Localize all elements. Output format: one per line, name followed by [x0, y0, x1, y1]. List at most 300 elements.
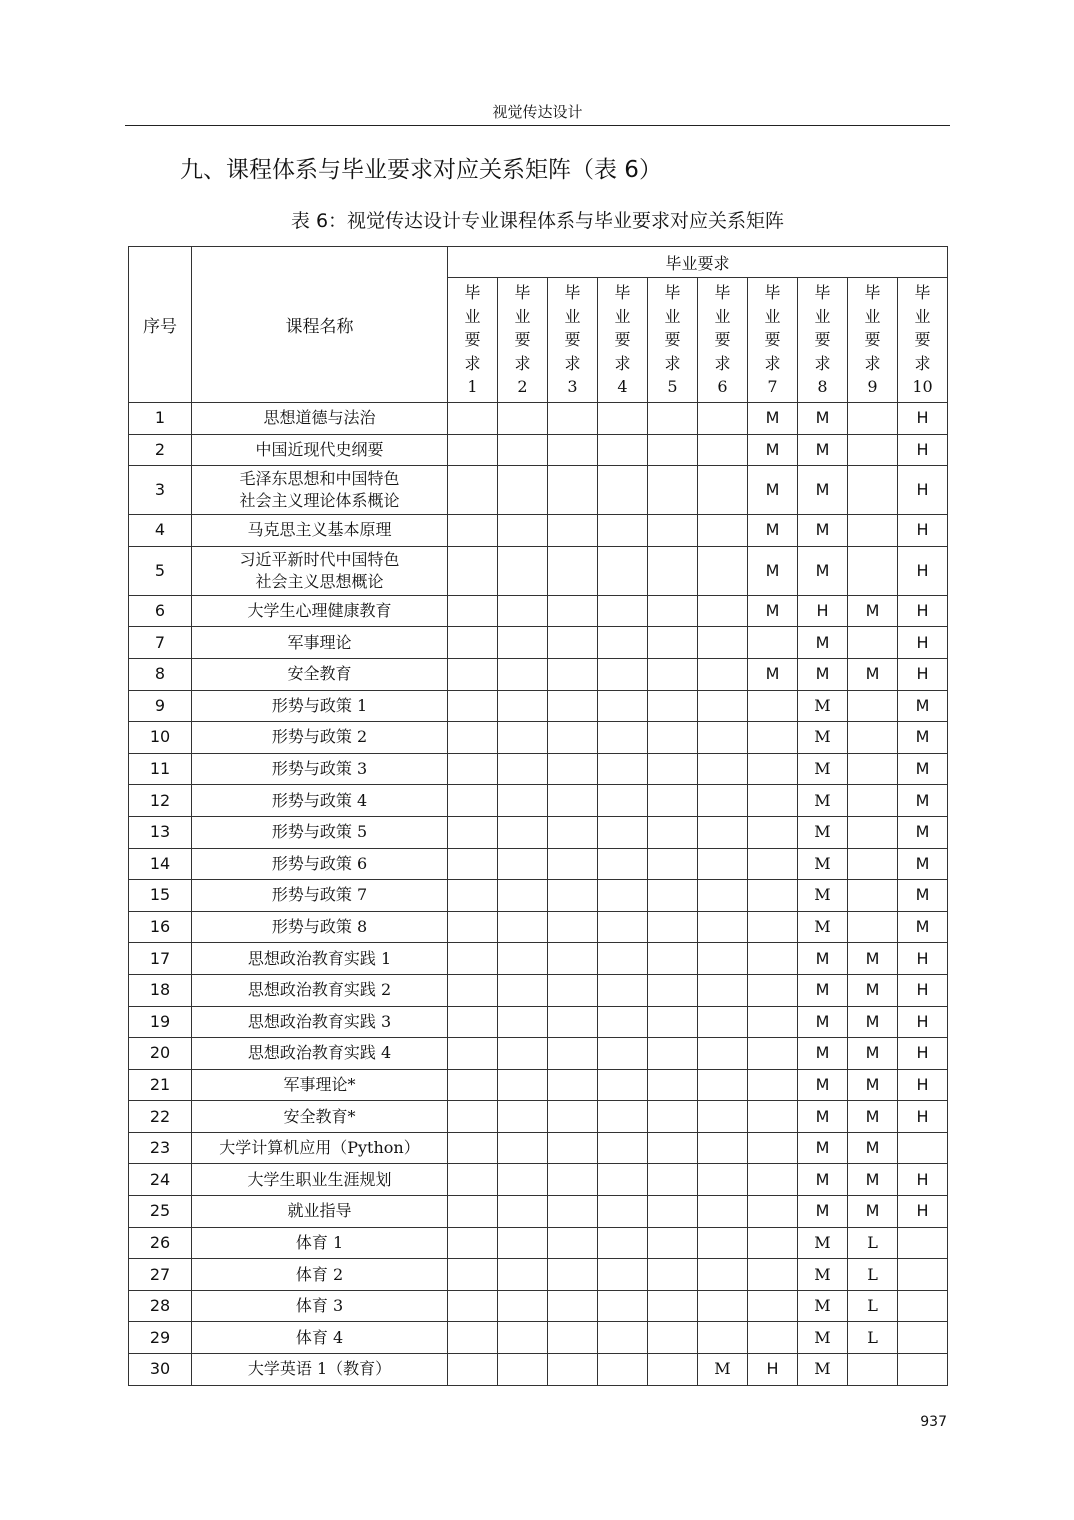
requirement-8-cell: M — [798, 1038, 848, 1070]
row-seq: 8 — [129, 658, 192, 690]
requirement-3-cell — [548, 1038, 598, 1070]
row-course-name — [192, 466, 448, 515]
requirement-10-cell: H — [898, 466, 948, 515]
requirement-10-cell: H — [898, 1164, 948, 1196]
header-char: 求 — [664, 353, 681, 373]
requirement-3-cell — [548, 1132, 598, 1164]
course-name-line: 形势与政策 2 — [271, 727, 368, 747]
row-seq: 28 — [129, 1290, 192, 1322]
requirement-9-cell — [848, 848, 898, 880]
course-name-line: 形势与政策 8 — [271, 917, 368, 937]
requirement-7-cell — [748, 1069, 798, 1101]
row-course-name — [192, 880, 448, 912]
header-rule — [125, 125, 950, 126]
requirement-9-cell — [848, 466, 898, 515]
requirement-3-cell — [548, 785, 598, 817]
requirement-10-cell: H — [898, 627, 948, 659]
header-char: 求 — [864, 353, 881, 373]
row-course-name — [192, 1322, 448, 1354]
row-course-name — [192, 595, 448, 627]
requirement-7-cell — [748, 1259, 798, 1291]
course-name-line: 军事理论* — [283, 1074, 356, 1094]
requirement-7-cell: M — [748, 546, 798, 595]
running-header: 视觉传达设计 — [492, 103, 583, 121]
requirement-3-cell — [548, 1227, 598, 1259]
header-char: 业 — [814, 306, 831, 326]
requirement-2-cell — [498, 546, 548, 595]
requirement-9-cell: L — [848, 1322, 898, 1354]
header-char: 业 — [864, 306, 881, 326]
requirement-9-cell — [848, 1354, 898, 1386]
header-char: 要 — [764, 330, 781, 350]
requirement-4-cell — [598, 1227, 648, 1259]
header-char: 要 — [664, 330, 681, 350]
requirement-9-cell: M — [848, 1196, 898, 1228]
row-seq: 2 — [129, 434, 192, 466]
header-char: 要 — [814, 330, 831, 350]
row-seq: 24 — [129, 1164, 192, 1196]
requirement-4-cell — [598, 816, 648, 848]
requirement-3-cell — [548, 911, 598, 943]
row-course-name — [192, 627, 448, 659]
header-course-name: 课程名称 — [192, 247, 448, 403]
requirement-6-cell — [698, 880, 748, 912]
requirement-2-cell — [498, 690, 548, 722]
requirement-3-cell — [548, 974, 598, 1006]
section-title: 九、课程体系与毕业要求对应关系矩阵（表 6） — [180, 157, 662, 183]
requirement-8-cell: M — [798, 1354, 848, 1386]
requirement-3-cell — [548, 1354, 598, 1386]
requirement-5-cell — [648, 1164, 698, 1196]
requirement-1-cell — [448, 1006, 498, 1038]
header-char: 求 — [564, 353, 581, 373]
header-char: 毕 — [714, 283, 731, 303]
requirement-5-cell — [648, 1227, 698, 1259]
row-seq: 26 — [129, 1227, 192, 1259]
requirement-4-cell — [598, 1322, 648, 1354]
requirement-5-cell — [648, 1259, 698, 1291]
requirement-9-cell — [848, 546, 898, 595]
requirement-6-cell — [698, 848, 748, 880]
requirement-3-cell — [548, 515, 598, 547]
requirement-3-cell — [548, 1069, 598, 1101]
requirement-6-cell — [698, 1259, 748, 1291]
row-course-name — [192, 1227, 448, 1259]
requirement-7-cell — [748, 753, 798, 785]
requirement-2-cell — [498, 1259, 548, 1291]
requirement-2-cell — [498, 1164, 548, 1196]
header-char: 6 — [717, 377, 728, 397]
requirement-8-cell: M — [798, 434, 848, 466]
requirement-7-cell — [748, 1196, 798, 1228]
header-char: 3 — [567, 377, 578, 397]
requirement-2-cell — [498, 1038, 548, 1070]
requirement-9-cell — [848, 753, 898, 785]
requirement-10-cell: H — [898, 658, 948, 690]
requirement-3-cell — [548, 627, 598, 659]
header-char: 9 — [867, 377, 878, 397]
course-name-line: 中国近现代史纲要 — [255, 439, 384, 459]
table-row — [129, 546, 948, 595]
requirement-8-cell: M — [798, 690, 848, 722]
requirement-1-cell — [448, 722, 498, 754]
requirement-3-cell — [548, 1164, 598, 1196]
row-course-name — [192, 785, 448, 817]
row-seq: 6 — [129, 595, 192, 627]
requirement-6-cell — [698, 403, 748, 435]
requirement-10-cell: H — [898, 546, 948, 595]
table-row — [129, 1227, 948, 1259]
requirement-5-cell — [648, 1196, 698, 1228]
requirement-7-cell: M — [748, 658, 798, 690]
header-char: 毕 — [614, 283, 631, 303]
requirement-4-cell — [598, 515, 648, 547]
requirement-5-cell — [648, 974, 698, 1006]
requirement-6-cell — [698, 434, 748, 466]
requirement-4-cell — [598, 753, 648, 785]
header-requirement-3 — [548, 278, 598, 403]
requirement-5-cell — [648, 1132, 698, 1164]
requirement-7-cell — [748, 911, 798, 943]
table-row — [129, 1354, 948, 1386]
row-seq: 16 — [129, 911, 192, 943]
table-row — [129, 515, 948, 547]
course-name-line: 习近平新时代中国特色 — [239, 549, 400, 569]
requirement-8-cell: M — [798, 816, 848, 848]
requirement-3-cell — [548, 658, 598, 690]
requirement-2-cell — [498, 1290, 548, 1322]
requirement-4-cell — [598, 546, 648, 595]
requirement-2-cell — [498, 1132, 548, 1164]
requirement-7-cell: M — [748, 515, 798, 547]
header-char: 业 — [464, 306, 481, 326]
requirement-7-cell — [748, 627, 798, 659]
requirement-8-cell: M — [798, 848, 848, 880]
requirement-4-cell — [598, 1354, 648, 1386]
requirement-2-cell — [498, 1006, 548, 1038]
requirement-7-cell — [748, 690, 798, 722]
row-course-name — [192, 1101, 448, 1133]
table-row — [129, 816, 948, 848]
requirement-10-cell — [898, 1132, 948, 1164]
requirement-4-cell — [598, 1290, 648, 1322]
requirement-2-cell — [498, 816, 548, 848]
requirement-6-cell — [698, 753, 748, 785]
course-name-line: 大学计算机应用（Python） — [219, 1138, 420, 1158]
course-name-line: 形势与政策 7 — [271, 885, 368, 905]
requirement-5-cell — [648, 880, 698, 912]
requirement-2-cell — [498, 658, 548, 690]
requirement-5-cell — [648, 1290, 698, 1322]
table-row — [129, 1196, 948, 1228]
requirement-6-cell — [698, 1101, 748, 1133]
requirement-1-cell — [448, 816, 498, 848]
requirement-2-cell — [498, 403, 548, 435]
requirement-8-cell: M — [798, 546, 848, 595]
header-char: 要 — [564, 330, 581, 350]
requirement-10-cell: H — [898, 434, 948, 466]
requirement-1-cell — [448, 880, 498, 912]
course-name-line: 形势与政策 5 — [271, 822, 368, 842]
course-name-line: 思想道德与法治 — [263, 408, 376, 428]
requirement-7-cell — [748, 816, 798, 848]
course-name-line: 形势与政策 1 — [271, 695, 368, 715]
requirement-3-cell — [548, 1006, 598, 1038]
course-name-line: 社会主义理论体系概论 — [239, 491, 400, 511]
requirement-1-cell — [448, 627, 498, 659]
header-char: 业 — [914, 306, 931, 326]
row-seq: 25 — [129, 1196, 192, 1228]
requirement-9-cell — [848, 880, 898, 912]
header-char: 毕 — [814, 283, 831, 303]
requirement-2-cell — [498, 974, 548, 1006]
course-name-line: 安全教育 — [287, 664, 352, 684]
requirement-9-cell: M — [848, 595, 898, 627]
requirement-2-cell — [498, 515, 548, 547]
header-char: 8 — [817, 377, 828, 397]
requirement-7-cell — [748, 1290, 798, 1322]
row-seq: 20 — [129, 1038, 192, 1070]
header-char: 求 — [914, 353, 931, 373]
requirement-2-cell — [498, 785, 548, 817]
requirement-10-cell: H — [898, 1069, 948, 1101]
requirement-4-cell — [598, 627, 648, 659]
table-row — [129, 943, 948, 975]
requirement-6-cell — [698, 1069, 748, 1101]
header-char: 业 — [714, 306, 731, 326]
requirement-9-cell: M — [848, 974, 898, 1006]
requirement-7-cell: M — [748, 434, 798, 466]
requirement-4-cell — [598, 466, 648, 515]
requirement-2-cell — [498, 943, 548, 975]
table-row — [129, 1259, 948, 1291]
requirement-10-cell: M — [898, 722, 948, 754]
header-char: 2 — [517, 377, 528, 397]
row-seq: 13 — [129, 816, 192, 848]
requirement-4-cell — [598, 1038, 648, 1070]
row-course-name — [192, 1006, 448, 1038]
header-char: 求 — [714, 353, 731, 373]
course-name-line: 体育 1 — [295, 1232, 344, 1252]
table-row — [129, 627, 948, 659]
requirement-10-cell: M — [898, 690, 948, 722]
requirement-1-cell — [448, 434, 498, 466]
header-char: 要 — [714, 330, 731, 350]
requirement-8-cell: M — [798, 403, 848, 435]
requirement-10-cell: H — [898, 515, 948, 547]
row-course-name — [192, 1196, 448, 1228]
requirement-5-cell — [648, 722, 698, 754]
requirement-9-cell: M — [848, 1164, 898, 1196]
requirement-10-cell — [898, 1259, 948, 1291]
requirement-10-cell: M — [898, 880, 948, 912]
course-name-line: 形势与政策 3 — [271, 759, 368, 779]
table-row — [129, 1164, 948, 1196]
header-requirement-8 — [798, 278, 848, 403]
row-course-name — [192, 816, 448, 848]
header-requirement-10 — [898, 278, 948, 403]
row-seq: 29 — [129, 1322, 192, 1354]
requirement-2-cell — [498, 722, 548, 754]
row-course-name — [192, 722, 448, 754]
requirement-10-cell: H — [898, 403, 948, 435]
requirement-7-cell — [748, 1227, 798, 1259]
row-course-name — [192, 1354, 448, 1386]
requirement-7-cell: M — [748, 466, 798, 515]
requirement-8-cell: M — [798, 466, 848, 515]
header-char: 业 — [664, 306, 681, 326]
header-char: 求 — [514, 353, 531, 373]
row-course-name — [192, 403, 448, 435]
requirement-6-cell — [698, 627, 748, 659]
requirement-2-cell — [498, 848, 548, 880]
requirement-8-cell: M — [798, 753, 848, 785]
requirement-9-cell: L — [848, 1227, 898, 1259]
requirement-5-cell — [648, 515, 698, 547]
row-seq: 23 — [129, 1132, 192, 1164]
requirement-10-cell: M — [898, 848, 948, 880]
requirement-1-cell — [448, 1069, 498, 1101]
course-name-line: 马克思主义基本原理 — [247, 520, 392, 540]
requirement-5-cell — [648, 911, 698, 943]
requirement-7-cell — [748, 722, 798, 754]
requirement-1-cell — [448, 785, 498, 817]
requirement-7-cell — [748, 1101, 798, 1133]
requirement-8-cell: M — [798, 1259, 848, 1291]
requirement-8-cell: M — [798, 974, 848, 1006]
header-char: 毕 — [914, 283, 931, 303]
requirement-2-cell — [498, 1196, 548, 1228]
requirement-4-cell — [598, 848, 648, 880]
requirement-5-cell — [648, 1038, 698, 1070]
header-char: 毕 — [664, 283, 681, 303]
requirement-8-cell: M — [798, 911, 848, 943]
requirement-1-cell — [448, 658, 498, 690]
row-course-name — [192, 515, 448, 547]
requirement-4-cell — [598, 1006, 648, 1038]
requirement-4-cell — [598, 1259, 648, 1291]
requirement-6-cell — [698, 1038, 748, 1070]
requirement-1-cell — [448, 911, 498, 943]
requirement-4-cell — [598, 690, 648, 722]
requirement-9-cell: M — [848, 1132, 898, 1164]
requirement-1-cell — [448, 1101, 498, 1133]
requirement-3-cell — [548, 466, 598, 515]
requirement-9-cell — [848, 785, 898, 817]
row-course-name — [192, 434, 448, 466]
requirement-10-cell: M — [898, 816, 948, 848]
requirement-6-cell — [698, 515, 748, 547]
requirement-9-cell — [848, 627, 898, 659]
requirement-5-cell — [648, 434, 698, 466]
requirement-9-cell: L — [848, 1290, 898, 1322]
requirement-7-cell: M — [748, 595, 798, 627]
requirement-6-cell — [698, 1132, 748, 1164]
header-requirement-7 — [748, 278, 798, 403]
row-seq: 12 — [129, 785, 192, 817]
requirement-2-cell — [498, 595, 548, 627]
row-seq: 18 — [129, 974, 192, 1006]
requirement-9-cell: L — [848, 1259, 898, 1291]
row-course-name — [192, 943, 448, 975]
requirement-5-cell — [648, 403, 698, 435]
table-row — [129, 974, 948, 1006]
table-row — [129, 595, 948, 627]
requirement-1-cell — [448, 1322, 498, 1354]
row-seq: 15 — [129, 880, 192, 912]
row-seq: 14 — [129, 848, 192, 880]
requirement-7-cell — [748, 785, 798, 817]
requirement-9-cell: M — [848, 658, 898, 690]
requirement-4-cell — [598, 943, 648, 975]
table-caption: 表 6：视觉传达设计专业课程体系与毕业要求对应关系矩阵 — [290, 210, 785, 232]
requirement-9-cell: M — [848, 1069, 898, 1101]
requirement-1-cell — [448, 1354, 498, 1386]
header-char: 业 — [514, 306, 531, 326]
requirement-9-cell — [848, 690, 898, 722]
requirement-8-cell: M — [798, 1069, 848, 1101]
row-course-name — [192, 1259, 448, 1291]
requirement-2-cell — [498, 880, 548, 912]
requirement-10-cell: H — [898, 1006, 948, 1038]
table-row — [129, 1069, 948, 1101]
requirement-3-cell — [548, 690, 598, 722]
requirement-7-cell: M — [748, 403, 798, 435]
requirement-7-cell — [748, 848, 798, 880]
requirement-5-cell — [648, 1354, 698, 1386]
requirement-8-cell: M — [798, 880, 848, 912]
row-seq: 30 — [129, 1354, 192, 1386]
requirement-5-cell — [648, 1006, 698, 1038]
header-char: 7 — [767, 377, 778, 397]
requirement-8-cell: M — [798, 627, 848, 659]
requirement-8-cell: M — [798, 722, 848, 754]
row-course-name — [192, 546, 448, 595]
course-name-line: 大学生职业生涯规划 — [247, 1169, 392, 1189]
row-seq: 1 — [129, 403, 192, 435]
requirement-7-cell — [748, 1038, 798, 1070]
course-name-line: 体育 2 — [295, 1264, 344, 1284]
header-requirements-group: 毕业要求 — [448, 247, 948, 278]
header-char: 毕 — [464, 283, 481, 303]
requirement-1-cell — [448, 403, 498, 435]
requirement-6-cell — [698, 1164, 748, 1196]
course-name-line: 军事理论 — [287, 632, 352, 652]
row-seq: 11 — [129, 753, 192, 785]
requirement-7-cell — [748, 943, 798, 975]
row-seq: 4 — [129, 515, 192, 547]
requirement-1-cell — [448, 690, 498, 722]
requirement-7-cell — [748, 880, 798, 912]
requirement-5-cell — [648, 753, 698, 785]
course-name-line: 体育 3 — [295, 1296, 344, 1316]
table-row — [129, 1132, 948, 1164]
requirement-8-cell: M — [798, 1132, 848, 1164]
requirement-2-cell — [498, 434, 548, 466]
requirement-10-cell: H — [898, 1101, 948, 1133]
header-char: 毕 — [864, 283, 881, 303]
table-row — [129, 434, 948, 466]
requirement-2-cell — [498, 753, 548, 785]
requirement-4-cell — [598, 1196, 648, 1228]
row-course-name — [192, 848, 448, 880]
row-seq: 10 — [129, 722, 192, 754]
header-requirement-1 — [448, 278, 498, 403]
requirement-1-cell — [448, 1227, 498, 1259]
requirement-1-cell — [448, 466, 498, 515]
requirement-4-cell — [598, 434, 648, 466]
requirement-6-cell — [698, 1006, 748, 1038]
